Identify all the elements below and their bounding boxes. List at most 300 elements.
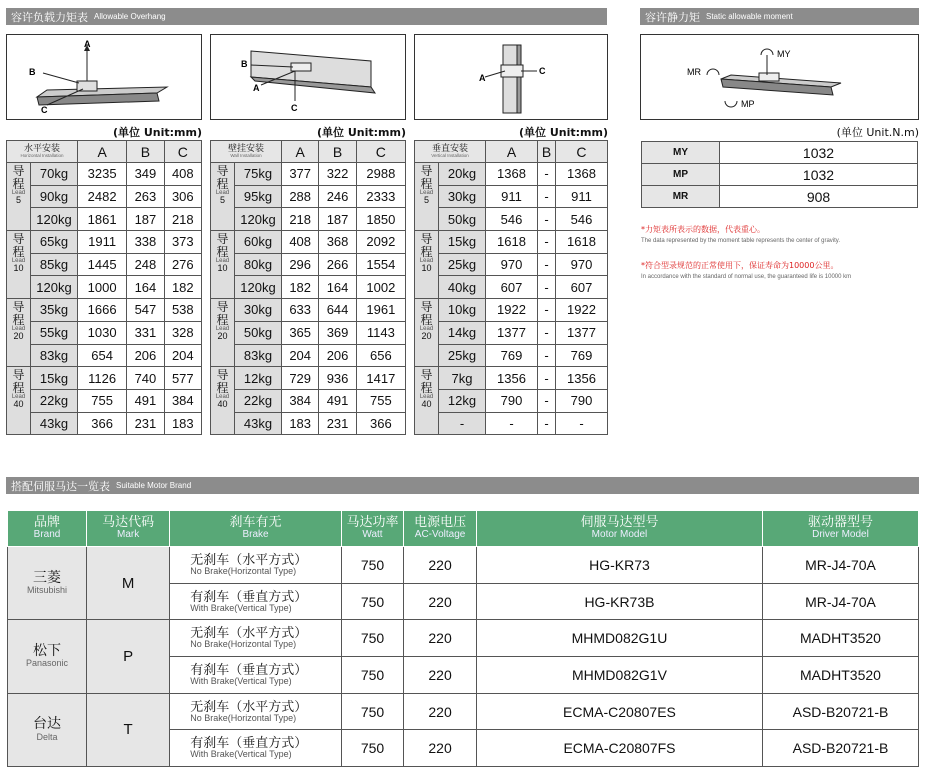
fig1-label-a: A	[84, 39, 91, 49]
overhang-value: 204	[282, 344, 319, 367]
mark-cell: P	[87, 620, 170, 693]
overhang-value: 183	[164, 412, 201, 435]
fig1-label-c: C	[41, 105, 48, 115]
header-en: Brake	[242, 529, 269, 541]
overhang-value: 365	[282, 321, 319, 344]
brand-en: Delta	[36, 731, 58, 742]
watt-cell: 750	[341, 657, 403, 694]
load-cell: 40kg	[439, 276, 486, 299]
lead-value: 20	[13, 331, 24, 342]
overhang-value: 740	[127, 367, 164, 390]
table-row	[415, 163, 608, 186]
header-en: Mark	[117, 529, 140, 541]
table-row	[642, 186, 918, 208]
header-cn: 刹车有无	[229, 515, 282, 531]
table-row	[415, 208, 608, 231]
lead-group-cn: 导程	[12, 232, 25, 259]
table-row	[7, 344, 202, 367]
overhang-value: 2482	[78, 185, 127, 208]
motor-column-header	[404, 511, 477, 547]
overhang-value: -	[538, 299, 556, 322]
column-header-a: A	[486, 141, 538, 163]
brake-cell	[170, 657, 342, 694]
driver-model-cell: MADHT3520	[762, 620, 918, 657]
overhang-value: -	[486, 412, 538, 435]
brake-cell	[170, 583, 342, 620]
lead-value: 10	[13, 263, 24, 274]
lead-group-en: Lead	[11, 326, 26, 333]
brake-cn: 无刹车（水平方式）	[190, 699, 308, 715]
brand-cell	[8, 547, 87, 620]
load-cell: 50kg	[439, 208, 486, 231]
mount-header-en: Vertical Installation	[431, 152, 469, 158]
table-row	[8, 620, 919, 657]
brake-cell	[170, 730, 342, 767]
mount-header-en: Wall Installation	[230, 152, 262, 158]
load-cell: 120kg	[31, 208, 78, 231]
load-cell: -	[439, 412, 486, 435]
lead-group-cell	[7, 299, 31, 367]
wall-install-figure	[210, 34, 406, 120]
lead-value: 40	[421, 399, 432, 410]
column-header-c: C	[356, 141, 405, 163]
load-cell: 85kg	[31, 253, 78, 276]
lead-value: 20	[217, 331, 228, 342]
mark-cell: T	[87, 693, 170, 766]
overhang-value: 654	[78, 344, 127, 367]
lead-group-en: Lead	[215, 190, 230, 197]
load-cell: 90kg	[31, 185, 78, 208]
overhang-value: 187	[127, 208, 164, 231]
overhang-value: 2988	[356, 163, 405, 186]
mount-header-cn: 壁挂安装	[227, 143, 264, 154]
lead-group-cell	[211, 367, 235, 435]
overhang-value: 366	[78, 412, 127, 435]
motor-table	[7, 510, 919, 767]
table-row	[7, 389, 202, 412]
overhang-value: -	[538, 412, 556, 435]
table-row	[211, 299, 406, 322]
lead-group-cell	[415, 299, 439, 367]
overhang-value: 187	[319, 208, 356, 231]
header-cn: 伺服马达型号	[580, 515, 659, 531]
table-row	[7, 412, 202, 435]
load-cell: 22kg	[31, 389, 78, 412]
lead-group-en: Lead	[419, 326, 434, 333]
fig3-label-a: A	[479, 73, 486, 83]
overhang-value: -	[538, 231, 556, 254]
overhang-value: 1368	[486, 163, 538, 186]
header-cn: 马达功率	[346, 515, 399, 531]
overhang-value: 338	[127, 231, 164, 254]
brake-cn: 无刹车（水平方式）	[190, 626, 308, 642]
load-cell: 80kg	[235, 253, 282, 276]
voltage-cell: 220	[404, 583, 477, 620]
load-cell: 75kg	[235, 163, 282, 186]
note-center-gravity	[641, 224, 840, 244]
load-cell: 55kg	[31, 321, 78, 344]
static-moment-figure	[640, 34, 919, 120]
horizontal-overhang-table	[6, 140, 202, 435]
column-header-b: B	[538, 141, 556, 163]
motor-header-row	[8, 511, 919, 547]
lead-group-cell	[211, 163, 235, 231]
header-cn: 品牌	[34, 515, 61, 531]
overhang-value: 349	[127, 163, 164, 186]
load-cell: 25kg	[439, 344, 486, 367]
overhang-value: 331	[127, 321, 164, 344]
lead-group-cn: 导程	[420, 232, 433, 259]
table-row	[211, 231, 406, 254]
lead-group-cell	[211, 299, 235, 367]
motor-column-header	[170, 511, 342, 547]
table-row	[211, 185, 406, 208]
brake-en: No Brake(Horizontal Type)	[190, 639, 297, 650]
overhang-value: -	[538, 344, 556, 367]
watt-cell: 750	[341, 730, 403, 767]
overhang-value: 538	[164, 299, 201, 322]
table-row	[642, 142, 918, 164]
overhang-value: 164	[319, 276, 356, 299]
motor-title-en: Suitable Motor Brand	[116, 481, 192, 490]
overhang-value: 1850	[356, 208, 405, 231]
load-cell: 14kg	[439, 321, 486, 344]
header-en: AC-Voltage	[414, 529, 466, 541]
load-cell: 7kg	[439, 367, 486, 390]
header-en: Brand	[33, 529, 61, 541]
overhang-value: 218	[282, 208, 319, 231]
motor-model-cell: MHMD082G1V	[476, 657, 762, 694]
overhang-value: -	[538, 208, 556, 231]
table-row	[7, 185, 202, 208]
overhang-value: 288	[282, 185, 319, 208]
load-cell: 60kg	[235, 231, 282, 254]
lead-value: 10	[421, 263, 432, 274]
table-row	[7, 163, 202, 186]
lead-value: 5	[15, 195, 21, 206]
driver-model-cell: ASD-B20721-B	[762, 693, 918, 730]
watt-cell: 750	[341, 620, 403, 657]
load-cell: 30kg	[439, 185, 486, 208]
vertical-overhang-table	[414, 140, 608, 435]
table-row	[211, 412, 406, 435]
load-cell: 120kg	[31, 276, 78, 299]
overhang-value: 1377	[555, 321, 607, 344]
load-cell: 15kg	[31, 367, 78, 390]
brand-en: Mitsubishi	[27, 584, 68, 595]
overhang-value: -	[538, 253, 556, 276]
overhang-value: 1618	[486, 231, 538, 254]
overhang-value: 384	[282, 389, 319, 412]
column-header-c: C	[164, 141, 201, 163]
motor-model-cell: ECMA-C20807FS	[476, 730, 762, 767]
table-header-row	[415, 141, 608, 163]
overhang-value: 377	[282, 163, 319, 186]
table-row	[415, 276, 608, 299]
fig1-label-b: B	[29, 67, 36, 77]
overhang-value: -	[538, 367, 556, 390]
table-row	[211, 389, 406, 412]
brake-cell	[170, 547, 342, 584]
overhang-value: 607	[486, 276, 538, 299]
static-title-cn: 容许静力矩	[645, 10, 700, 24]
unit-label-static: (单位 Unit.N.m)	[836, 126, 919, 139]
table-row	[211, 344, 406, 367]
column-header-b: B	[319, 141, 356, 163]
lead-group-cn: 导程	[420, 300, 433, 327]
column-header-b: B	[127, 141, 164, 163]
overhang-value: 936	[319, 367, 356, 390]
overhang-value: 790	[555, 389, 607, 412]
lead-group-cell	[415, 163, 439, 231]
motor-column-header	[8, 511, 87, 547]
table-row	[415, 299, 608, 322]
lead-group-cn: 导程	[12, 164, 25, 191]
mount-header-en: Horizontal Installation	[20, 152, 64, 158]
load-cell: 20kg	[439, 163, 486, 186]
brand-cell	[8, 620, 87, 693]
load-cell: 12kg	[439, 389, 486, 412]
overhang-value: 1666	[78, 299, 127, 322]
load-cell: 35kg	[31, 299, 78, 322]
overhang-value: 182	[164, 276, 201, 299]
watt-cell: 750	[341, 547, 403, 584]
lead-group-en: Lead	[419, 190, 434, 197]
overhang-value: 296	[282, 253, 319, 276]
lead-group-en: Lead	[11, 258, 26, 265]
lead-group-cn: 导程	[216, 368, 229, 395]
horizontal-install-figure	[6, 34, 202, 120]
watt-cell: 750	[341, 583, 403, 620]
table-row	[7, 276, 202, 299]
overhang-value: -	[538, 163, 556, 186]
table-row	[415, 253, 608, 276]
overhang-value: 2092	[356, 231, 405, 254]
table-row	[7, 208, 202, 231]
overhang-value: 266	[319, 253, 356, 276]
column-header-c: C	[555, 141, 607, 163]
overhang-value: 218	[164, 208, 201, 231]
overhang-value: 970	[486, 253, 538, 276]
overhang-value: 1368	[555, 163, 607, 186]
brake-en: With Brake(Vertical Type)	[190, 749, 292, 760]
table-header-row	[211, 141, 406, 163]
overhang-value: 911	[555, 185, 607, 208]
note-life	[641, 260, 851, 280]
lead-group-en: Lead	[419, 394, 434, 401]
brake-cell	[170, 693, 342, 730]
load-cell: 25kg	[439, 253, 486, 276]
fig4-label-my: MY	[777, 49, 791, 59]
overhang-value: 1911	[78, 231, 127, 254]
header-cn: 马达代码	[102, 515, 155, 531]
static-title-en: Static allowable moment	[706, 12, 793, 21]
column-header-a: A	[78, 141, 127, 163]
load-cell: 22kg	[235, 389, 282, 412]
overhang-value: 1554	[356, 253, 405, 276]
lead-group-cell	[211, 231, 235, 299]
lead-group-en: Lead	[11, 394, 26, 401]
table-row	[7, 321, 202, 344]
overhang-value: 755	[356, 389, 405, 412]
brake-cn: 无刹车（水平方式）	[190, 552, 308, 568]
mount-header	[211, 141, 282, 163]
fig2-label-a: A	[253, 83, 260, 93]
mount-header	[7, 141, 78, 163]
brand-cn: 三菱	[33, 569, 62, 586]
overhang-value: 366	[356, 412, 405, 435]
lead-group-cell	[415, 367, 439, 435]
overhang-value: 656	[356, 344, 405, 367]
overhang-value: 246	[319, 185, 356, 208]
header-en: Motor Model	[591, 529, 648, 541]
overhang-value: -	[555, 412, 607, 435]
overhang-value: 1377	[486, 321, 538, 344]
table-row	[415, 412, 608, 435]
watt-cell: 750	[341, 693, 403, 730]
overhang-value: 491	[319, 389, 356, 412]
table-row	[211, 367, 406, 390]
motor-model-cell: MHMD082G1U	[476, 620, 762, 657]
table-row	[7, 253, 202, 276]
overhang-value: 206	[127, 344, 164, 367]
table-row	[415, 367, 608, 390]
overhang-value: 322	[319, 163, 356, 186]
overhang-value: 263	[127, 185, 164, 208]
brand-cn: 台达	[33, 716, 62, 733]
mark-cell: M	[87, 547, 170, 620]
overhang-value: 1356	[486, 367, 538, 390]
unit-label-2: (单位 Unit:mm)	[317, 126, 406, 139]
overhang-value: 3235	[78, 163, 127, 186]
lead-group-cn: 导程	[216, 164, 229, 191]
load-cell: 10kg	[439, 299, 486, 322]
load-cell: 65kg	[31, 231, 78, 254]
overhang-value: 408	[282, 231, 319, 254]
load-cell: 50kg	[235, 321, 282, 344]
overhang-value: 231	[319, 412, 356, 435]
brake-en: No Brake(Horizontal Type)	[190, 712, 297, 723]
motor-column-header	[762, 511, 918, 547]
load-cell: 30kg	[235, 299, 282, 322]
table-row	[415, 389, 608, 412]
overhang-value: 1030	[78, 321, 127, 344]
lead-group-cn: 导程	[12, 368, 25, 395]
overhang-value: 373	[164, 231, 201, 254]
overhang-value: 1417	[356, 367, 405, 390]
lead-group-en: Lead	[11, 190, 26, 197]
voltage-cell: 220	[404, 657, 477, 694]
load-cell: 43kg	[31, 412, 78, 435]
overhang-value: 547	[127, 299, 164, 322]
motor-column-header	[341, 511, 403, 547]
lead-value: 10	[217, 263, 228, 274]
fig4-label-mp: MP	[741, 99, 755, 109]
overhang-value: 368	[319, 231, 356, 254]
moment-key: MY	[642, 142, 720, 164]
brake-en: With Brake(Vertical Type)	[190, 675, 292, 686]
mount-header	[415, 141, 486, 163]
motor-model-cell: HG-KR73B	[476, 583, 762, 620]
unit-label-1: (单位 Unit:mm)	[113, 126, 202, 139]
overhang-value: 729	[282, 367, 319, 390]
brand-cell	[8, 693, 87, 766]
lead-group-cn: 导程	[420, 164, 433, 191]
overhang-value: 1861	[78, 208, 127, 231]
moment-value: 908	[720, 186, 918, 208]
overhang-value: 408	[164, 163, 201, 186]
brand-cn: 松下	[33, 642, 62, 659]
overhang-value: 204	[164, 344, 201, 367]
driver-model-cell: MADHT3520	[762, 657, 918, 694]
overhang-value: 1618	[555, 231, 607, 254]
overhang-value: 911	[486, 185, 538, 208]
lead-value: 20	[421, 331, 432, 342]
overhang-value: 1126	[78, 367, 127, 390]
table-row	[415, 231, 608, 254]
lead-group-cn: 导程	[12, 300, 25, 327]
motor-header	[6, 477, 919, 494]
overhang-value: 546	[486, 208, 538, 231]
overhang-value: 1356	[555, 367, 607, 390]
overhang-value: 607	[555, 276, 607, 299]
overhang-value: 790	[486, 389, 538, 412]
overhang-value: -	[538, 276, 556, 299]
overhang-title-en: Allowable Overhang	[94, 12, 166, 21]
fig2-label-c: C	[291, 103, 298, 113]
fig2-label-b: B	[241, 59, 248, 69]
overhang-value: 769	[486, 344, 538, 367]
static-moment-table	[641, 141, 918, 208]
table-row	[7, 231, 202, 254]
motor-column-header	[87, 511, 170, 547]
table-row	[415, 185, 608, 208]
header-cn: 驱动器型号	[807, 515, 873, 531]
fig4-label-mr: MR	[687, 67, 701, 77]
brake-cn: 有刹车（垂直方式）	[190, 589, 308, 605]
overhang-value: 2333	[356, 185, 405, 208]
overhang-value: 164	[127, 276, 164, 299]
lead-group-cn: 导程	[216, 300, 229, 327]
lead-group-cell	[7, 367, 31, 435]
driver-model-cell: MR-J4-70A	[762, 547, 918, 584]
load-cell: 15kg	[439, 231, 486, 254]
load-cell: 95kg	[235, 185, 282, 208]
overhang-value: 1143	[356, 321, 405, 344]
overhang-value: 231	[127, 412, 164, 435]
vertical-install-figure	[414, 34, 608, 120]
overhang-value: 369	[319, 321, 356, 344]
overhang-value: 1000	[78, 276, 127, 299]
overhang-value: 491	[127, 389, 164, 412]
load-cell: 83kg	[235, 344, 282, 367]
overhang-value: 970	[555, 253, 607, 276]
overhang-value: 577	[164, 367, 201, 390]
overhang-value: 1002	[356, 276, 405, 299]
fig3-label-c: C	[539, 66, 546, 76]
mount-header-cn: 水平安装	[23, 143, 60, 154]
lead-group-cell	[7, 163, 31, 231]
table-row	[8, 547, 919, 584]
unit-label-3: (单位 Unit:mm)	[519, 126, 608, 139]
load-cell: 83kg	[31, 344, 78, 367]
load-cell: 120kg	[235, 276, 282, 299]
brake-cell	[170, 620, 342, 657]
voltage-cell: 220	[404, 730, 477, 767]
voltage-cell: 220	[404, 620, 477, 657]
header-cn: 电源电压	[414, 515, 467, 531]
header-en: Driver Model	[812, 529, 869, 541]
